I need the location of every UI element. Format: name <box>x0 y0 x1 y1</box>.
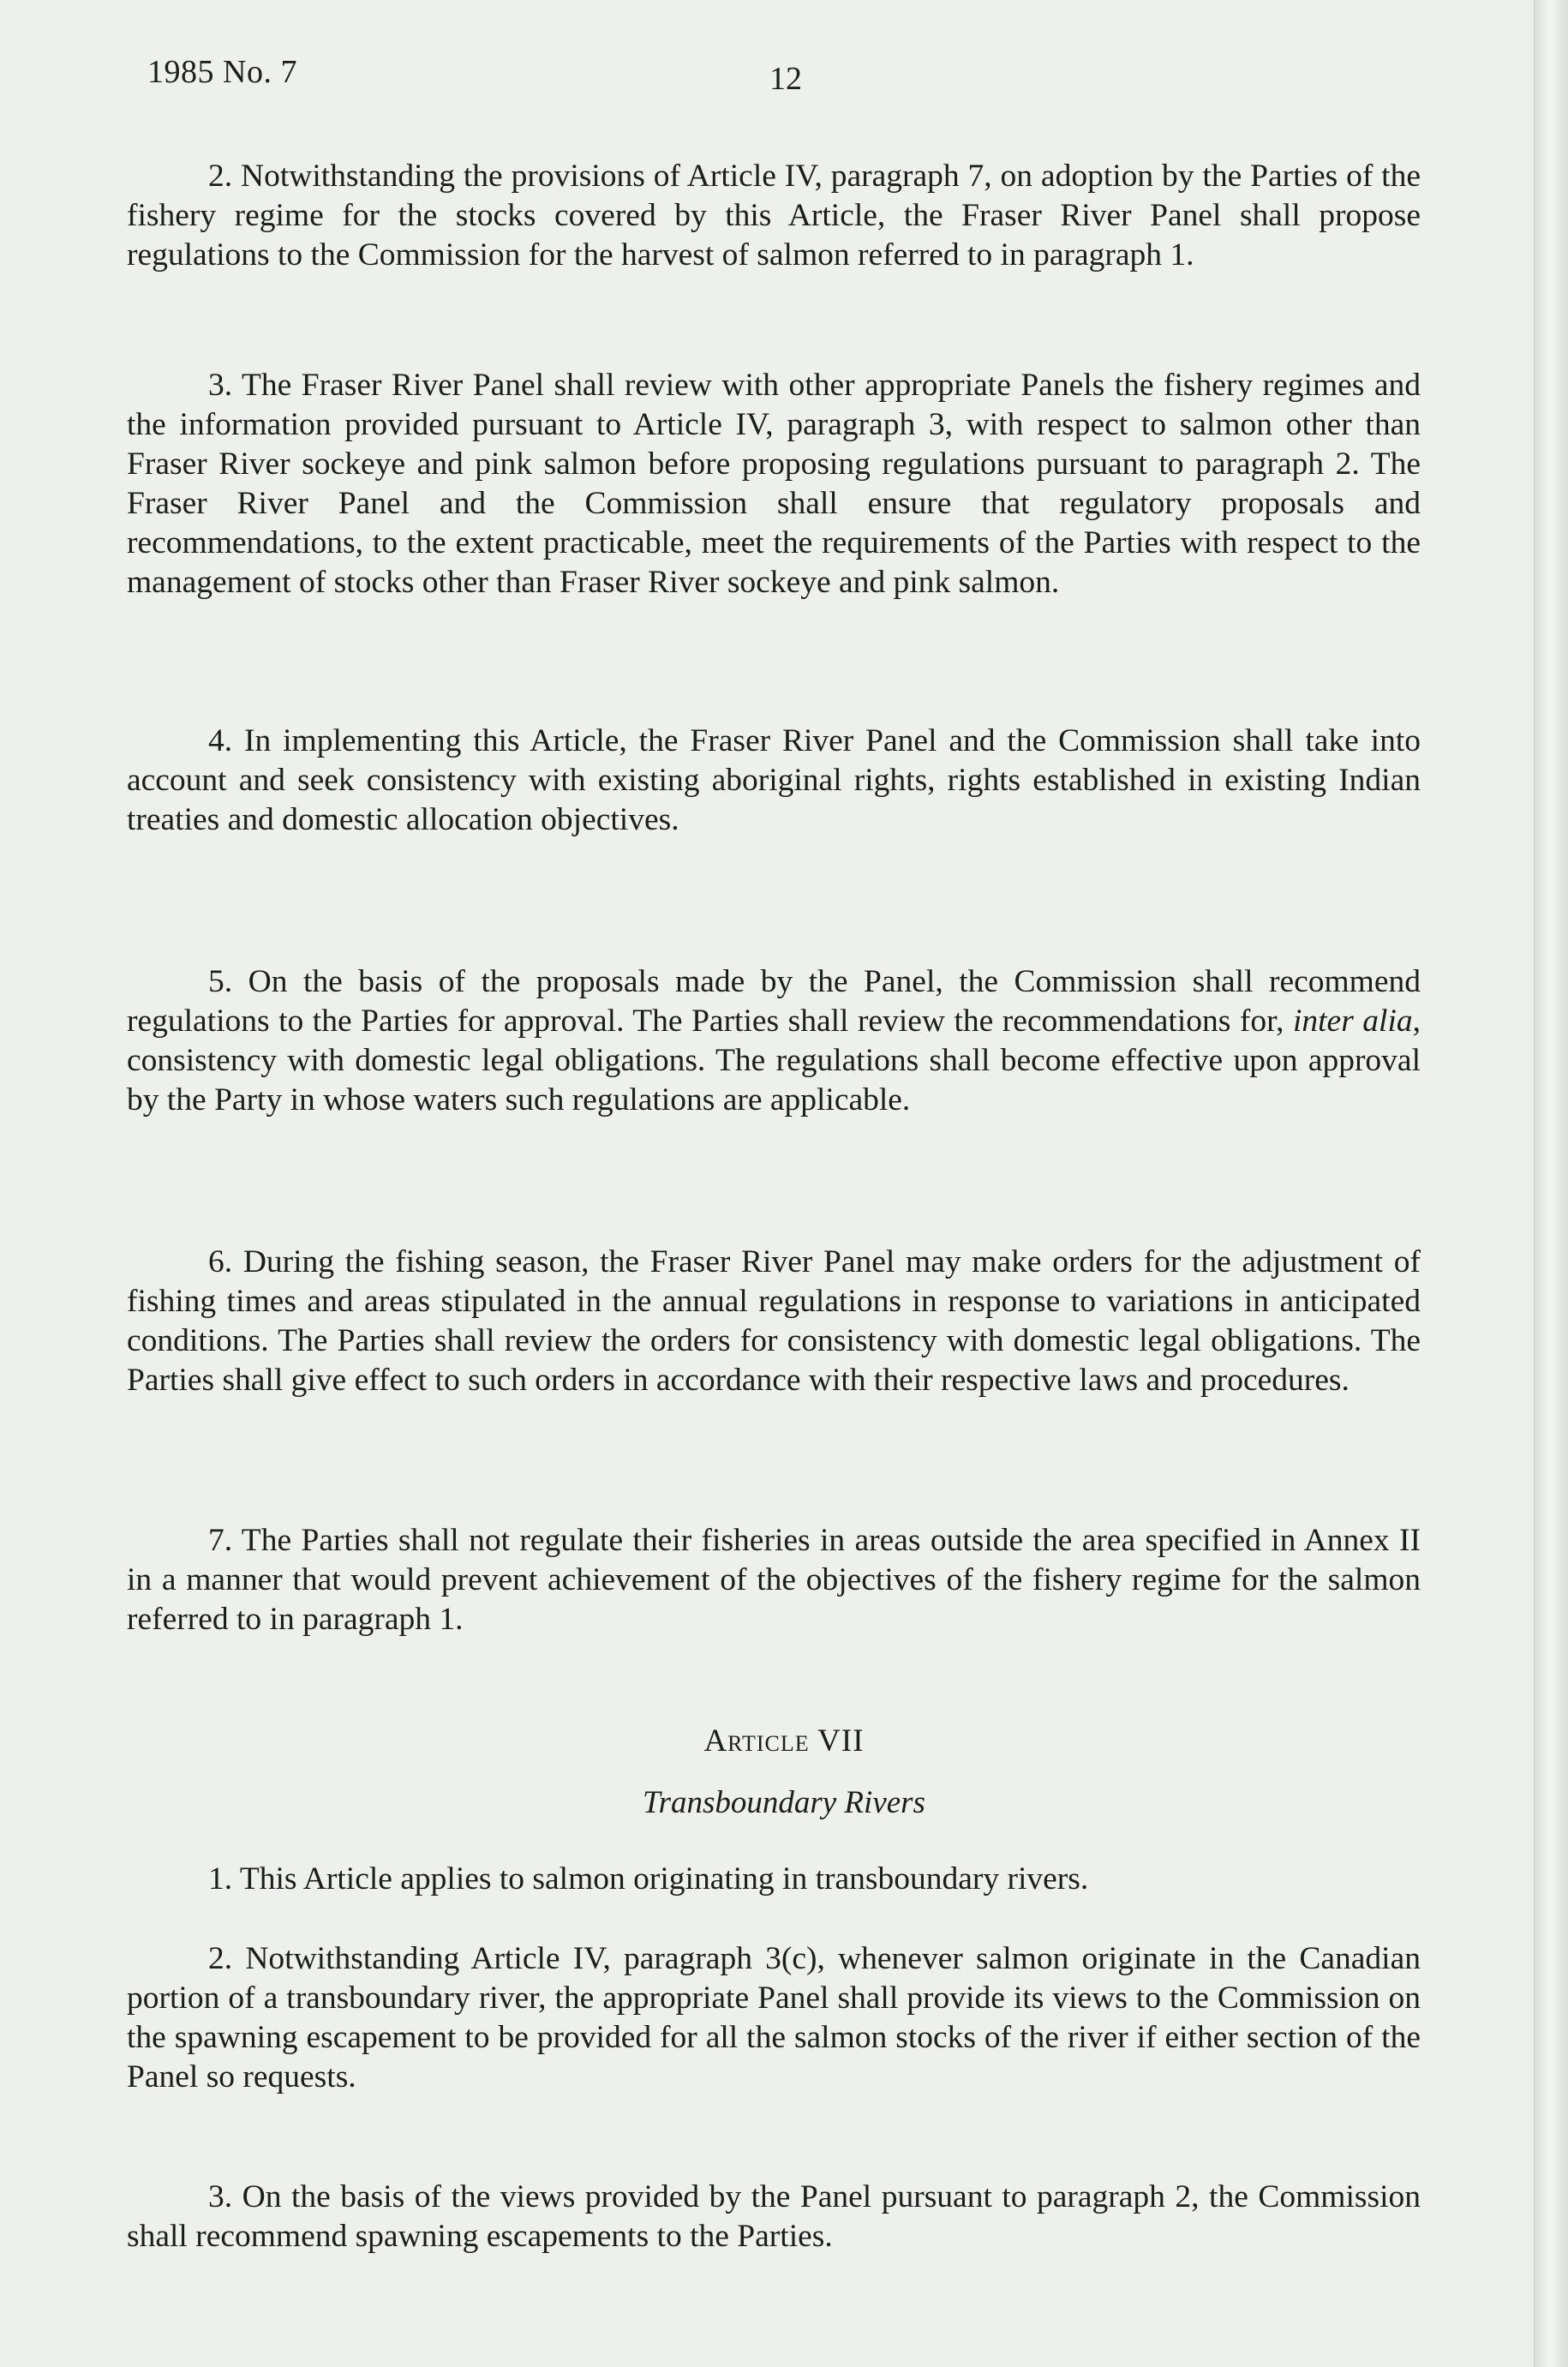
article-heading: Article VII <box>703 1723 865 1759</box>
paragraph-2: 2. Notwithstanding the provisions of Article IV, paragraph 7, on adoption by the Parties of the fishery regime for the stocks covered by this Article, the Fraser River Panel shall propose regulations to the Commission for the harvest of salmon referred to in paragraph 1. <box>127 159 1421 273</box>
article-subtitle: Transboundary Rivers <box>643 1785 925 1820</box>
paragraph-5 <box>127 962 1421 1120</box>
article-vii-paragraph-3: 3. On the basis of the views provided by the Panel pursuant to paragraph 2, the Commission shall recommend spawning escapements to the Parties. <box>127 2179 1421 2254</box>
article-vii-paragraph-1: 1. This Article applies to salmon originating in transboundary rivers. <box>208 1861 1089 1897</box>
paragraph-3: 3. The Fraser River Panel shall review with other appropriate Panels the fishery regimes and the information provided pursuant to Article IV, paragraph 3, with respect to salmon other than Fraser River sockeye and pink salmon before proposing regulations pursuant to paragraph 2. The Fraser River Panel and the Commission shall ensure that regulatory proposals and recommendations, to the extent practicable, meet the requirements of the Parties with respect to the management of stocks other than Fraser River sockeye and pink salmon. <box>127 368 1421 600</box>
publication-reference: 1985 No. 7 <box>147 54 297 90</box>
article-vii-paragraph-2: 2. Notwithstanding Article IV, paragraph 3(c), whenever salmon originate in the Canadian portion of a transboundary river, the appropriate Panel shall provide its views to the Commission on the spawning escapement to be provided for all the salmon stocks of the river if either section of the Panel so requests. <box>127 1941 1421 2094</box>
paragraph-4: 4. In implementing this Article, the Fraser River Panel and the Commission shall take into account and seek consistency with existing aboriginal rights, rights established in existing Indian treaties and domestic allocation objectives. <box>127 723 1421 837</box>
page-number: 12 <box>769 61 802 97</box>
paragraph-5-text-a: 5. On the basis of the proposals made by the Panel, the Commission shall recommend regulations to the Parties for approval. The Parties shall review the recommendations for, <box>127 964 1421 1039</box>
paragraph-6: 6. During the fishing season, the Fraser River Panel may make orders for the adjustment of fishing times and areas stipulated in the annual regulations in response to variations in anticipated conditions. The Parties shall review the orders for consistency with domestic legal obligations. The Parties shall give effect to such orders in accordance with their respective laws and procedures. <box>127 1244 1421 1398</box>
paragraph-5-italic: inter alia <box>1292 1004 1413 1039</box>
page-edge <box>1534 0 1568 2367</box>
paragraph-5-text-b: , consistency with domestic legal obligations. The regulations shall become effective upon approval by the Party in whose waters such regulations are applicable. <box>127 1004 1421 1118</box>
paragraph-7: 7. The Parties shall not regulate their fisheries in areas outside the area specified in Annex II in a manner that would prevent achievement of the objectives of the fishery regime for the salmon referred to in paragraph 1. <box>127 1523 1421 1637</box>
